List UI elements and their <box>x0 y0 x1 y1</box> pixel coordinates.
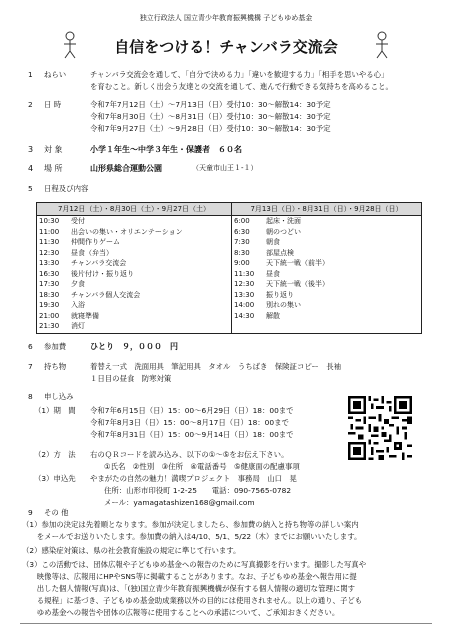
schedule-time: 9:00 <box>234 259 250 267</box>
apply-period-1: 令和7年6月15日（日）15：00〜6月29日（日）18：00まで <box>90 406 294 415</box>
schedule-row <box>39 322 85 331</box>
section-fee-label: 参加費 <box>44 342 67 351</box>
schedule-row <box>39 238 120 247</box>
target-value: 小学１年生〜中学３年生・保護者 ６０名 <box>90 145 242 154</box>
schedule-item: 就寝準備 <box>71 311 99 320</box>
schedule-time: 11:30 <box>234 269 255 278</box>
other-line-7: る規程」に基づき、子どもゆめ基金助成業務以外の目的には使用されません。以上の通り、子ども <box>22 596 363 605</box>
place-value: 山形県総合運動公園 <box>90 164 162 173</box>
schedule-row <box>39 259 126 268</box>
schedule-row <box>234 301 301 310</box>
date-line-3: 令和7年9月27日（土）〜9月28日（日）受付10：30〜解散14：30予定 <box>90 124 331 133</box>
schedule-time: 19:30 <box>39 301 60 309</box>
apply-period-3: 令和7年8月31日（日）15：00〜9月14日（日）18：00まで <box>90 430 294 439</box>
section-dates-number: 2 <box>28 100 33 109</box>
apply-method-line2: ①氏名 ②性別 ③住所 ④電話番号 ⑤健康面の配慮事項 <box>104 462 300 471</box>
schedule-row <box>39 217 85 226</box>
schedule-item: 夕食 <box>71 280 85 288</box>
section-target-number: 3 <box>28 145 34 154</box>
schedule-item: 後片付け・振り返り <box>71 269 134 278</box>
schedule-item: チャンバラ個人交流会 <box>71 290 141 299</box>
section-belongings-number: 7 <box>28 362 33 371</box>
section-target-label: 対 象 <box>44 145 63 154</box>
schedule-time: 21:30 <box>39 322 60 330</box>
section-schedule-label: 日程及び内容 <box>44 184 89 193</box>
schedule-time: 14:00 <box>234 301 255 309</box>
schedule-time: 13:30 <box>39 259 60 267</box>
apply-method-line1: 右のＱＲコードを読み込み、以下の①〜⑤をお伝え下さい。 <box>90 450 289 459</box>
schedule-time: 13:30 <box>234 290 255 299</box>
schedule-day2-column <box>232 203 421 333</box>
schedule-time: 8:30 <box>234 248 250 257</box>
apply-destination-line1: やまがたの自然の魅力！満喫プロジェクト 事務局 山口 晃 <box>90 474 297 483</box>
section-apply-label: 申し込み <box>44 392 74 401</box>
schedule-item: 解散 <box>266 311 280 320</box>
apply-period-label: （1）期 間 <box>34 406 76 415</box>
section-place-number: 4 <box>28 164 34 173</box>
section-other-number: 9 <box>28 508 33 517</box>
other-line-6: 出した個人情報(写真)は、「(独)国立青少年教育振興機構が保有する個人情報の適切な管理に関す <box>22 584 356 593</box>
schedule-row <box>234 280 329 289</box>
apply-method-label: （2）方 法 <box>34 450 76 459</box>
other-line-3: （2）感染症対策は、県の社会教育施設の規定に準じて行います。 <box>22 546 241 555</box>
section-place-label: 場 所 <box>44 164 63 173</box>
schedule-item: 仲間作りゲーム <box>71 238 120 246</box>
schedule-time: 17:30 <box>39 280 60 288</box>
schedule-table <box>36 202 422 334</box>
schedule-time: 21:00 <box>39 311 60 320</box>
schedule-time: 18:30 <box>39 290 60 299</box>
place-note: （天童市山王１-１） <box>192 164 258 172</box>
schedule-row <box>39 270 134 279</box>
schedule-item: チャンバラ交流会 <box>71 259 127 267</box>
schedule-item: 朝のつどい <box>266 227 301 236</box>
other-line-4: （3）この活動では、団体広報や子どもゆめ基金への報告のために写真撮影を行います。撮影した写真や <box>22 560 367 569</box>
apply-destination-email: メール：yamagatashizen168@gmail.com <box>104 498 255 507</box>
fee-value: ひとり ９，０００ 円 <box>90 342 178 351</box>
schedule-row <box>234 312 280 321</box>
schedule-time: 11:30 <box>39 238 60 246</box>
schedule-row <box>39 312 99 321</box>
section-aim-label: ねらい <box>44 70 67 79</box>
schedule-item: 消灯 <box>71 322 85 330</box>
belongings-line1: 着替え一式 洗面用具 筆記用具 タオル うちばき 保険証コピー 長袖 <box>90 362 341 371</box>
schedule-item: 振り返り <box>266 290 294 299</box>
schedule-time: 7:30 <box>234 238 250 246</box>
other-line-1: （1）参加の決定は先着順となります。参加が決定しましたら、参加費の納入と持ち物等の詳しい案内 <box>22 520 359 529</box>
schedule-row <box>234 270 280 279</box>
schedule-row <box>234 291 294 300</box>
schedule-row <box>39 280 85 289</box>
schedule-item: 昼食 <box>266 269 280 278</box>
section-aim-number: 1 <box>28 70 33 79</box>
schedule-item: 部屋点検 <box>266 248 294 257</box>
schedule-row <box>39 301 85 310</box>
schedule-item: 受付 <box>71 217 85 225</box>
section-other-label: その 他 <box>44 508 69 517</box>
section-dates-label: 日 時 <box>44 100 62 109</box>
schedule-time: 10:30 <box>39 217 60 225</box>
apply-destination-label: （3）申込先 <box>34 474 76 483</box>
schedule-time: 12:30 <box>234 280 255 288</box>
other-line-8: ゆめ基金への報告や団体の広報等に使用することへの承諾について、ご承知おきください。 <box>22 608 340 617</box>
schedule-day1-column <box>37 203 231 333</box>
bottom-divider <box>20 623 432 624</box>
schedule-item: 別れの集い <box>266 301 301 309</box>
schedule-row <box>39 249 113 258</box>
aim-text-line2: を育むこと。新しく出会う友達との交流を通して、進んで行動できる気持ちを高めること。 <box>90 82 393 91</box>
section-apply-number: 8 <box>28 392 33 401</box>
section-fee-number: 6 <box>28 342 33 351</box>
schedule-row <box>234 259 329 268</box>
apply-destination-address: 住所：山形市印役町 1-2-25 電話：090-7565-0782 <box>104 486 292 495</box>
schedule-item: 出会いの集い・オリエンテーション <box>71 227 183 236</box>
belongings-line2: １日目の昼食 防寒対策 <box>90 374 172 383</box>
schedule-row <box>39 291 140 300</box>
other-line-5: 映像等は、広報用にHPやSNS等に掲載することがあります。なお、子どもゆめ基金へ報告用に提 <box>22 572 357 581</box>
child-figure-right-icon <box>372 30 392 60</box>
schedule-time: 11:00 <box>39 227 60 236</box>
schedule-item: 天下統一戦（後半） <box>266 280 329 288</box>
apply-period-2: 令和7年8月3日（日）15：00〜8月17日（日）18：00まで <box>90 418 289 427</box>
schedule-item: 朝食 <box>266 238 280 246</box>
schedule-row <box>39 228 183 237</box>
schedule-row <box>234 249 294 258</box>
schedule-time: 6:30 <box>234 227 250 236</box>
section-schedule-number: 5 <box>28 184 33 193</box>
organization-line: 独立行政法人 国立青少年教育振興機構 子どもゆめ基金 <box>139 14 313 22</box>
section-belongings-label: 持ち物 <box>44 362 67 371</box>
schedule-item: 昼食（弁当） <box>71 248 113 257</box>
page-title: 自信をつける！チャンバラ交流会 <box>114 38 338 56</box>
aim-text-line1: チャンバラ交流会を通して、「自分で決める力」「違いを歓迎する力」「相手を思いやる心」 <box>90 70 389 79</box>
date-line-1: 令和7年7月12日（土）〜7月13日（日）受付10：30〜解散14：30予定 <box>90 100 331 109</box>
schedule-row <box>234 228 301 237</box>
schedule-day1-header: 7月12日（土）・8月30日（土）・9月27日（土） <box>37 203 231 216</box>
qr-code-icon[interactable] <box>348 396 412 460</box>
schedule-day2-header: 7月13日（日）・8月31日（日）・9月28日（日） <box>232 203 421 216</box>
schedule-time: 6:00 <box>234 217 250 225</box>
schedule-item: 天下統一戦（前半） <box>266 259 329 267</box>
schedule-time: 12:30 <box>39 248 60 257</box>
schedule-item: 入浴 <box>71 301 85 309</box>
other-line-2: をメールでお送りいたします。参加費の納入は4/10、5/1、5/22（木）までにお願いいたします。 <box>22 532 362 541</box>
schedule-item: 起床・洗面 <box>266 217 301 225</box>
schedule-row <box>234 217 301 226</box>
schedule-time: 14:30 <box>234 311 255 320</box>
schedule-row <box>234 238 280 247</box>
schedule-time: 16:30 <box>39 269 60 278</box>
date-line-2: 令和7年8月30日（土）〜8月31日（日）受付10：30〜解散14：30予定 <box>90 112 331 121</box>
